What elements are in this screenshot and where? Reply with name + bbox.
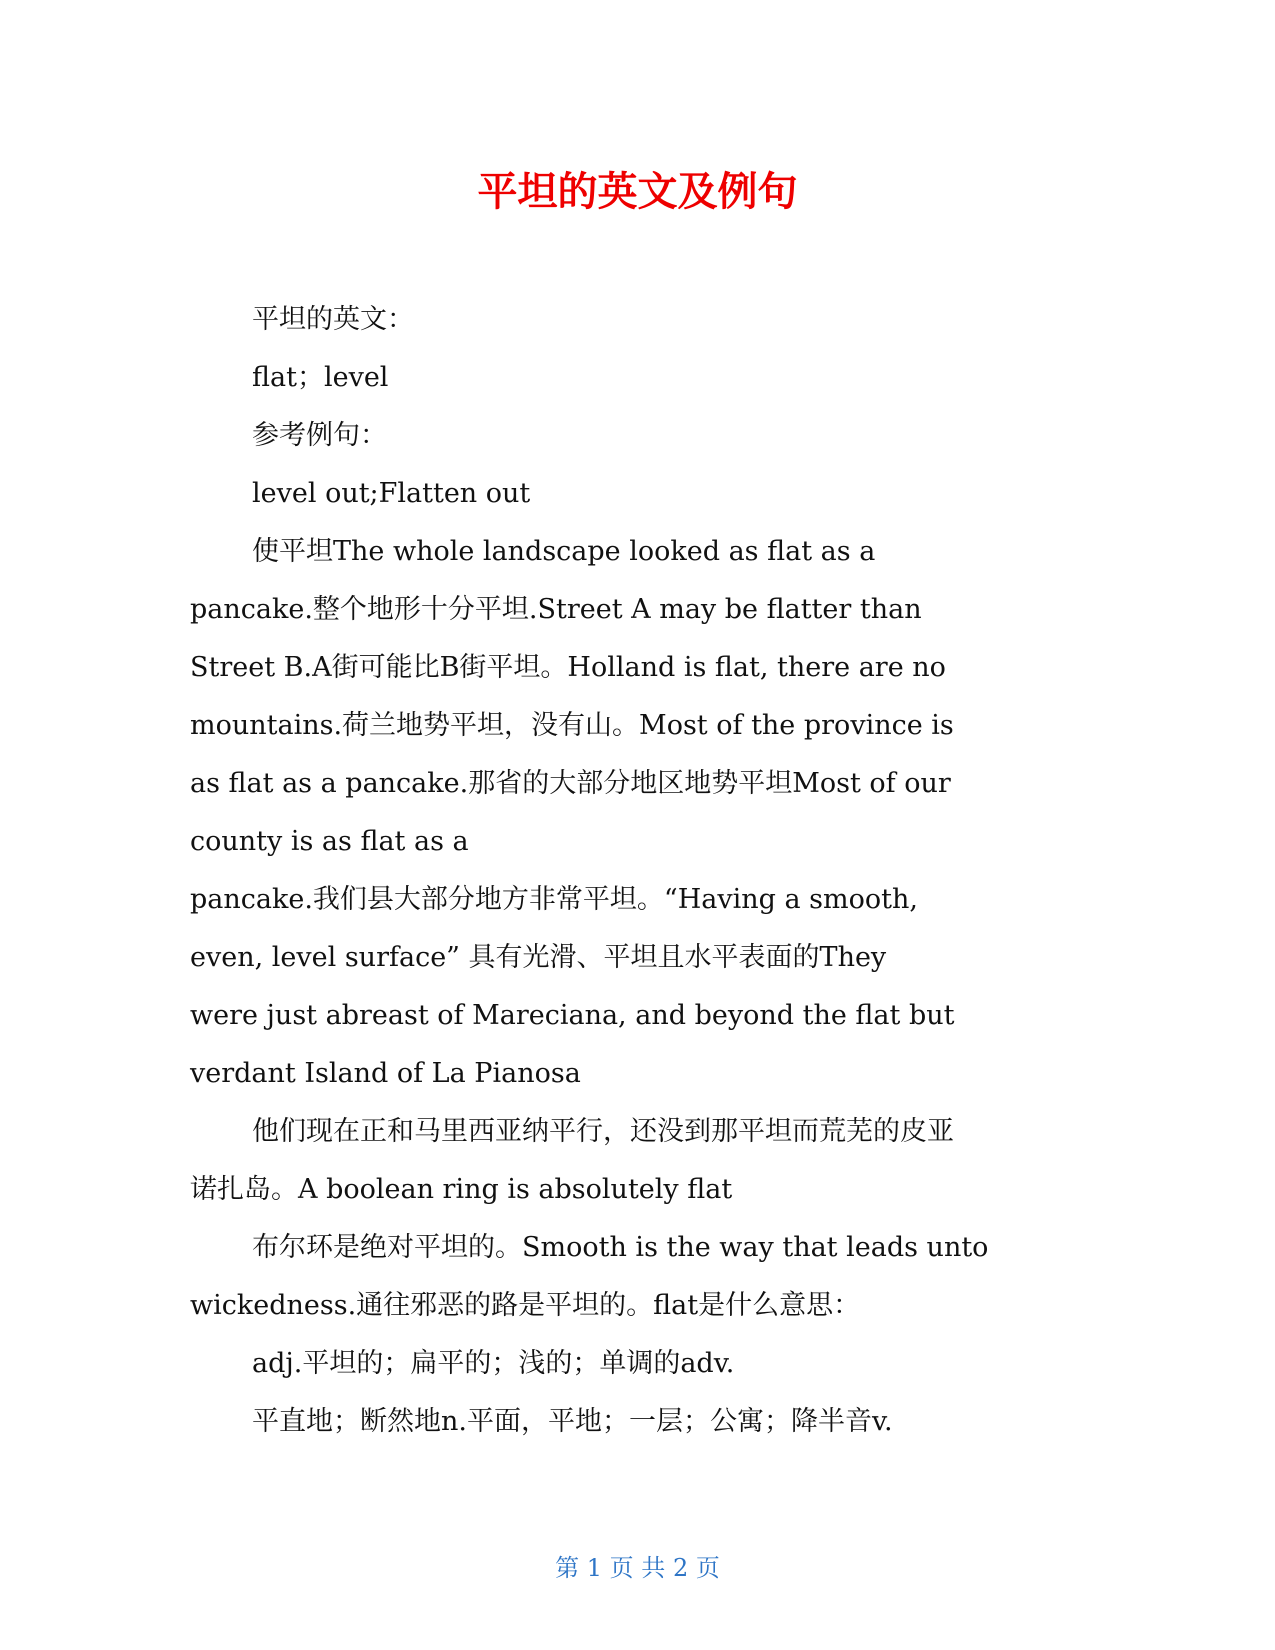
text-line: 布尔环是绝对平坦的。Smooth is the way that leads unto <box>252 1232 989 1263</box>
text-line: 平直地；断然地n.平面，平地；一层；公寓；降半音v. <box>252 1406 893 1437</box>
text-line: adj.平坦的；扁平的；浅的；单调的adv. <box>252 1348 735 1379</box>
text-line: 他们现在正和马里西亚纳平行，还没到那平坦而荒芜的皮亚 <box>252 1116 954 1147</box>
text-line: Street B.A街可能比B街平坦。Holland is flat, there are no <box>190 652 946 683</box>
text-line: 使平坦The whole landscape looked as flat as a <box>252 536 876 567</box>
text-line: 诺扎岛。A boolean ring is absolutely flat <box>190 1174 733 1205</box>
text-line: 参考例句： <box>252 420 387 451</box>
text-line: wickedness.通往邪恶的路是平坦的。flat是什么意思： <box>190 1290 861 1321</box>
text-line: mountains.荷兰地势平坦，没有山。Most of the province is <box>190 710 954 741</box>
text-line: even, level surface” 具有光滑、平坦且水平表面的They <box>190 942 887 973</box>
text-line: pancake.整个地形十分平坦.Street A may be flatter than <box>190 594 922 625</box>
text-line: pancake.我们县大部分地方非常平坦。“Having a smooth, <box>190 884 918 915</box>
text-line: 平坦的英文： <box>252 304 414 335</box>
text-line: as flat as a pancake.那省的大部分地区地势平坦Most of our <box>190 768 951 799</box>
document-title: 平坦的英文及例句 <box>477 169 798 215</box>
text-line: flat；level <box>252 362 389 393</box>
text-line: county is as flat as a <box>190 826 469 857</box>
text-line: verdant Island of La Pianosa <box>190 1058 581 1089</box>
text-line: were just abreast of Mareciana, and beyond the flat but <box>190 1000 955 1031</box>
text-line: level out;Flatten out <box>252 478 531 509</box>
page-number-footer: 第 1 页 共 2 页 <box>555 1554 720 1582</box>
